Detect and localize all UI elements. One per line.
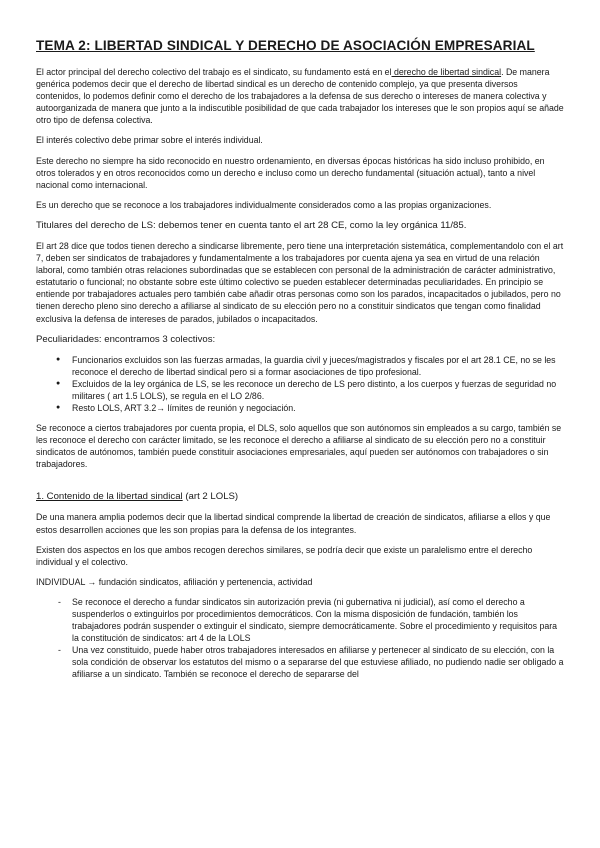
list-item: ● Excluidos de la ley orgánica de LS, se les reconoce un derecho de LS pero distinto, a los cuerpos y fuerzas de seguridad no militares ( art 1.5 LOLS), se regula en el LO 2/86.: [36, 378, 564, 402]
libertad-sindical-link[interactable]: derecho de libertad sindical: [391, 67, 502, 77]
paragraph-recognition: Es un derecho que se reconoce a los trabajadores individualmente considerados como a las propias organizaciones.: [36, 199, 492, 210]
list-item: - Una vez constituido, puede haber otros trabajadores interesados en afiliarse y pertenecer al sindicato de su elección, con la sola condición de observar los estatutos del mismo o a separarse del que estuviese afiliado, no pudiendo nadie ser obligado a afiliarse a un sindicato. También se reconoce el derecho de separarse del: [36, 644, 564, 680]
list-item: ● Funcionarios excluidos son las fuerzas armadas, la guardia civil y jueces/magistrados y fiscales por el art 28.1 CE, no se les reconoce el derecho de libertad sindical pero si a formar asociaciones de tipo profesional.: [36, 354, 564, 378]
paragraph-autonomos: Se reconoce a ciertos trabajadores por cuenta propia, el DLS, solo aquellos que son autónomos sin empleados a su cargo, también se les reconoce el derecho con carácter limitado, se les reconoce el derecho a afiliarse al sindicato de su elección pero no a constituir sindicatos de autónomos, también puede constituir asociaciones empresariales, aquí pueden ser autónomos con trabajadores o sin trabajadores.: [36, 423, 562, 470]
section-heading-title: 1. Contenido de la libertad sindical: [36, 491, 183, 503]
paragraph-collective-interest: El interés colectivo debe primar sobre el interés individual.: [36, 135, 263, 146]
document-title: TEMA 2: LIBERTAD SINDICAL Y DERECHO DE ASOCIACIÓN EMPRESARIAL: [36, 38, 535, 53]
list-item: ● Resto LOLS, ART 3.2→ límites de reunión y negociación.: [36, 402, 564, 414]
document-page: [36, 38, 564, 689]
paragraph-art28: El art 28 dice que todos tienen derecho a sindicarse libremente, pero tiene una interpretación sistemática, complementandolo con el art 7, deben ser sindicatos de trabajadores y fundamentalmente a los trabajadores por cuenta ajena ya sea en virtud de una relación laboral, como también otras relaciones subordinadas que se establecen con personal de la administración de carácter administrativo, estatutario o funcional; no obstante sobre este último colectivo se pueden establecer determinadas peculiaridades. En principio se entiende por trabajadores actuales pero también cabe añadir otras personas como son los parados, incapacitados o jubilados, pero no tienen derecho pleno sino derecho a afiliarse al sindicato de su elección pero no a constituir sindicatos que tengan como finalidad exclusiva la defensa de intereses de parados, jubilados o incapacitados.: [36, 240, 564, 324]
section-heading: [36, 490, 564, 503]
paragraph-intro: [36, 66, 564, 126]
list-item: - Se reconoce el derecho a fundar sindicatos sin autorización previa (ni gubernativa ni judicial), así como el derecho a suspenderlos o extinguirlos por procedimientos democráticos. Con la misma disposición de fundación, también los trabajadores podrán suspender o extinguir el sindicato, siempre democráticamente. Sobre el procedimiento y requisitos para la constitución de sindicatos: art 4 de la LOLS: [36, 596, 564, 644]
individual-rights-list: [36, 596, 564, 681]
paragraph-peculiaridades: Peculiaridades: encontramos 3 colectivos:: [36, 333, 216, 345]
paragraph-history: Este derecho no siempre ha sido reconocido en nuestro ordenamiento, en diversas épocas históricas ha sido incluso prohibido, en otros tolerados y en otros reconocidos como un derecho e incluso como un derecho fundamental (situación actual), tanto a nivel nacional como internacional.: [36, 155, 545, 190]
paragraph-content: De una manera amplia podemos decir que la libertad sindical comprende la libertad de creación de sindicatos, afiliarse a ellos y que estos desarrollen acciones que les son propias para la defensa de los integrantes.: [36, 512, 551, 535]
intro-text-start: El actor principal del derecho colectivo del trabajo es el sindicato, su fundamento está en el: [36, 67, 392, 77]
paragraph-individual: INDIVIDUAL → fundación sindicatos, afiliación y pertenencia, actividad: [36, 576, 313, 587]
section-heading-ref: (art 2 LOLS): [182, 491, 239, 503]
paragraph-parallel: Existen dos aspectos en los que ambos recogen derechos similares, se podría decir que existe un paralelismo entre el derecho individual y el colectivo.: [36, 544, 533, 567]
collectives-list: [36, 354, 564, 414]
intro-text-end: . De manera genérica podemos decir que el derecho de libertad sindical es un derecho de contenido complejo, ya que presenta diversos contenidos, lo podemos definir como el derecho de los trabajadores a la defensa de sus derecho o intereses de manera colectiva y autoorganizada de manera que junto a la indiscutible posibilidad de que cada trabajador los intereses que le son propios aquí se añade otro tipo de defensa colectiva.: [36, 67, 564, 126]
paragraph-titulares: Titulares del derecho de LS: debemos tener en cuenta tanto el art 28 CE, como la ley orgánica 11/85.: [36, 219, 467, 231]
